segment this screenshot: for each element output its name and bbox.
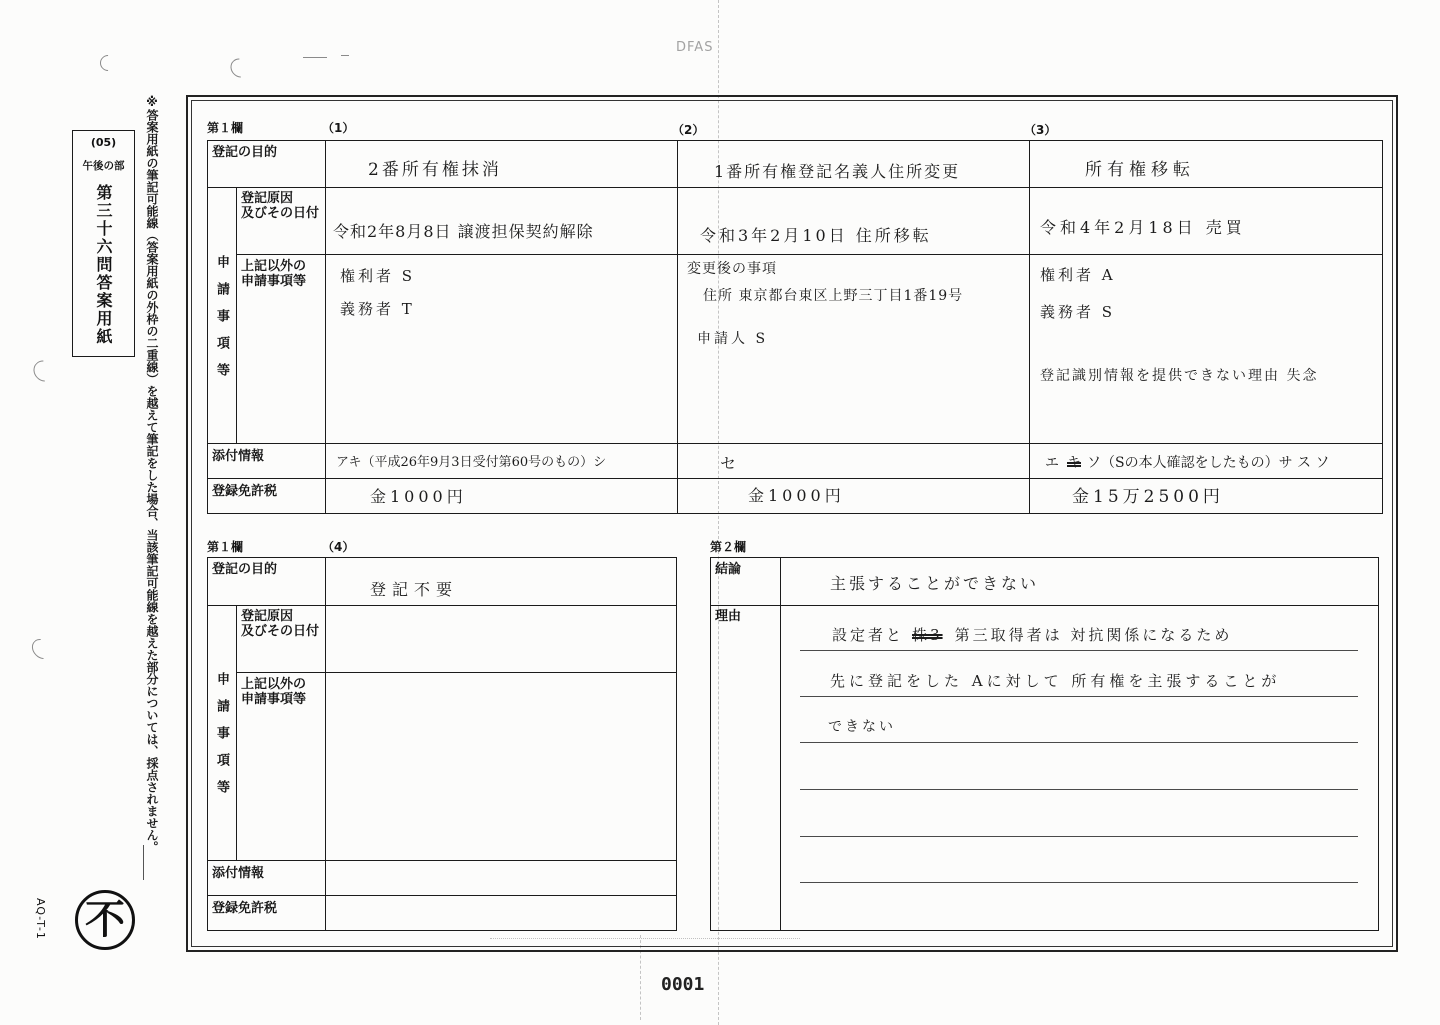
entry-2-other-item: 住所 東京都台東区上野三丁目1番19号 xyxy=(703,288,964,304)
table-divider xyxy=(710,605,1378,606)
scan-mark-text: DFAS xyxy=(676,40,714,55)
label-attachments: 添付情報 xyxy=(212,866,265,881)
scan-dash-mark xyxy=(303,57,327,58)
punch-hole-mark xyxy=(28,635,56,663)
reason-ruled-line xyxy=(800,882,1358,883)
attachments-struck-text: キ xyxy=(1067,455,1081,471)
header-number: (05) xyxy=(90,136,117,149)
header-title: 第三十六問答案用紙 xyxy=(94,184,113,346)
reason-struck-text: 株3 xyxy=(912,626,943,644)
label-registration-tax: 登録免許税 xyxy=(212,901,278,916)
label-conclusion: 結論 xyxy=(715,562,742,577)
entry-2-number: （2） xyxy=(672,123,705,137)
entry-1-cause: 令和2年8月8日 譲渡担保契約解除 xyxy=(333,222,594,241)
column1-heading: 第１欄 xyxy=(207,540,244,554)
punch-hole-mark xyxy=(97,52,120,75)
label-registration-tax: 登録免許税 xyxy=(212,484,278,499)
entry-3-other-item: 登記識別情報を提供できない理由 失念 xyxy=(1040,368,1319,384)
label-other-items: 上記以外の 申請事項等 xyxy=(241,259,307,289)
conclusion-text: 主張することができない xyxy=(830,574,1040,593)
table-divider xyxy=(236,187,237,443)
entry-1-other-item: 義務者 T xyxy=(340,300,415,318)
entry-3-number: （3） xyxy=(1024,123,1057,137)
label-reason: 理由 xyxy=(715,609,742,624)
attachments-text-continued: ソ（Sの本人確認をしたもの）サ ス ソ xyxy=(1087,455,1330,471)
entry-3-cause: 令和4年2月18日 売買 xyxy=(1040,218,1246,237)
entry-3-purpose: 所有権移転 xyxy=(1085,160,1195,180)
column2-heading: 第２欄 xyxy=(710,540,747,554)
label-application-items: 申請事項等 xyxy=(214,255,229,390)
column1-heading: 第１欄 xyxy=(207,121,244,135)
conclusion-table xyxy=(710,557,1379,931)
table-divider xyxy=(207,443,1382,444)
page-number: 0001 xyxy=(661,974,705,995)
writing-limit-notice: ※答案用紙の筆記可能線（答案用紙の外枠の二重線）を越えて筆記をした場合、当該筆記可能線を越えた部分については、採点されません。 xyxy=(145,95,159,853)
notice-side-line xyxy=(143,845,144,880)
attachments-text: エ xyxy=(1045,455,1059,471)
entry-3-attachments xyxy=(1045,455,1330,472)
label-application-items: 申請事項等 xyxy=(214,672,229,807)
label-purpose: 登記の目的 xyxy=(212,145,278,160)
reason-line: 先に登記をした Aに対して 所有権を主張することが xyxy=(830,672,1281,690)
reason-text-continued: 第三取得者は 対抗関係になるため xyxy=(954,626,1233,644)
table-divider xyxy=(325,557,326,930)
entry-4-purpose: 登記不要 xyxy=(370,580,459,599)
table-divider xyxy=(236,672,676,673)
entry-1-other-item: 権利者 S xyxy=(340,267,416,285)
label-other-items: 上記以外の 申請事項等 xyxy=(241,677,307,707)
entry-2-attachments: セ xyxy=(720,454,737,473)
entry-3-other-item: 権利者 A xyxy=(1040,266,1116,284)
entry-2-cause: 令和3年2月10日 住所移転 xyxy=(700,226,932,245)
punch-hole-mark xyxy=(227,55,254,82)
reason-text: 設定者と xyxy=(832,626,905,644)
reason-ruled-line xyxy=(800,650,1358,651)
reason-ruled-line xyxy=(800,836,1358,837)
reason-line: できない xyxy=(828,719,896,735)
label-purpose: 登記の目的 xyxy=(212,562,278,577)
table-divider xyxy=(1029,140,1030,513)
punch-hole-mark xyxy=(29,356,59,386)
label-cause: 登記原因 及びその日付 xyxy=(241,191,320,221)
table-divider xyxy=(780,557,781,930)
reason-line xyxy=(832,626,1232,644)
scan-dash-mark xyxy=(341,55,349,56)
entry-2-other-item: 変更後の事項 xyxy=(687,261,777,277)
entry-4-number: （4） xyxy=(322,540,355,554)
entry-2-other-item: 申請人 S xyxy=(697,331,769,347)
table-divider xyxy=(207,478,1382,479)
label-attachments: 添付情報 xyxy=(212,449,265,464)
reason-ruled-line xyxy=(800,696,1358,697)
form-code: AQ-T-1 xyxy=(34,898,47,940)
reason-ruled-line xyxy=(800,789,1358,790)
stamp-character: 不 xyxy=(85,897,125,943)
entry-3-registration-tax: 金15万2500円 xyxy=(1072,487,1224,507)
table-divider xyxy=(207,605,676,606)
reason-ruled-line xyxy=(800,742,1358,743)
entry-1-number: （1） xyxy=(322,121,355,135)
entry-1-attachments: アキ（平成26年9月3日受付第60号のもの）シ xyxy=(336,455,607,470)
entry-3-other-item: 義務者 S xyxy=(1040,303,1116,321)
table-divider xyxy=(207,860,676,861)
entry-1-purpose: 2番所有権抹消 xyxy=(368,160,502,180)
table-divider xyxy=(207,187,1382,188)
table-divider xyxy=(236,605,237,860)
table-divider xyxy=(207,895,676,896)
table-divider xyxy=(677,140,678,513)
stamp-circle xyxy=(75,890,135,950)
header-session: 午後の部 xyxy=(82,160,125,172)
entry-2-purpose: 1番所有権登記名義人住所変更 xyxy=(714,162,961,181)
entry-2-registration-tax: 金1000円 xyxy=(748,486,845,505)
entry-1-registration-tax: 金1000円 xyxy=(370,487,467,506)
label-cause: 登記原因 及びその日付 xyxy=(241,609,320,639)
table-divider xyxy=(236,254,1382,255)
table-divider xyxy=(325,140,326,513)
